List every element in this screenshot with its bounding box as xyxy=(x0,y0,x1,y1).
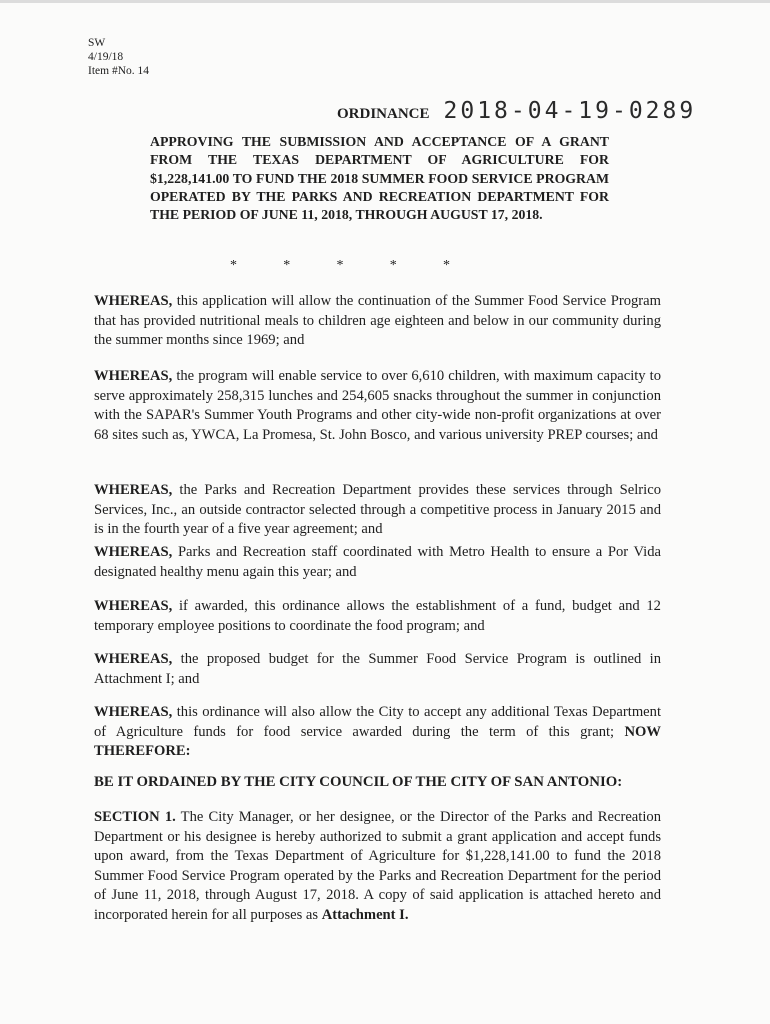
whereas-text: the proposed budget for the Summer Food Service Program is outlined in Attachment I; and xyxy=(94,651,661,687)
section-1 xyxy=(94,808,661,925)
ordinance-line xyxy=(337,98,696,124)
ordained-heading: BE IT ORDAINED BY THE CITY COUNCIL OF THE CITY OF SAN ANTONIO: xyxy=(94,774,623,790)
whereas-lead: WHEREAS, xyxy=(94,704,173,720)
ordinance-number: 2018-04-19-0289 xyxy=(443,98,697,124)
whereas-text: this ordinance will also allow the City to accept any additional Texas Department of Agriculture funds for food service awarded during the term of this grant; xyxy=(94,704,661,740)
header-item: Item #No. 14 xyxy=(88,65,150,77)
whereas-lead: WHEREAS, xyxy=(94,293,173,309)
whereas-paragraph-3 xyxy=(94,481,661,540)
whereas-paragraph-7 xyxy=(94,703,661,762)
ordinance-title: APPROVING THE SUBMISSION AND ACCEPTANCE OF A GRANT FROM THE TEXAS DEPARTMENT OF AGRICULTURE FOR $1,228,141.00 TO FUND THE 2018 SUMMER FOOD SERVICE PROGRAM OPERATED BY THE PARKS AND RECREATION DEPARTMENT FOR THE PERIOD OF JUNE 11, 2018, THROUGH AUGUST 17, 2018. xyxy=(150,134,609,223)
section-1-text: The City Manager, or her designee, or the Director of the Parks and Recreation Department or his designee is hereby authorized to submit a grant application and accept funds upon award, from the Texas Department of Agriculture for $1,228,141.00 to fund the 2018 Summer Food Service Program operated by the Parks and Recreation Department for the period of June 11, 2018, through August 17, 2018. A copy of said application is attached hereto and incorporated herein for all purposes as xyxy=(94,809,661,923)
whereas-paragraph-5 xyxy=(94,597,661,636)
whereas-paragraph-1 xyxy=(94,292,661,351)
whereas-lead: WHEREAS, xyxy=(94,368,173,384)
separator-star: * xyxy=(443,258,450,273)
whereas-lead: WHEREAS, xyxy=(94,651,173,667)
whereas-lead: WHEREAS, xyxy=(94,598,173,614)
attachment-reference: Attachment I. xyxy=(321,906,409,923)
now-therefore: NOW THEREFORE: xyxy=(94,723,661,759)
whereas-text: if awarded, this ordinance allows the establishment of a fund, budget and 12 temporary employee positions to coordinate the food program; and xyxy=(94,598,661,634)
whereas-text: this application will allow the continuation of the Summer Food Service Program that has provided nutritional meals to children age eighteen and below in our community during the summer months since 1969; and xyxy=(94,293,661,348)
whereas-lead: WHEREAS, xyxy=(94,544,173,560)
whereas-paragraph-6 xyxy=(94,650,661,689)
header-date: 4/19/18 xyxy=(88,51,124,63)
separator-star: * xyxy=(230,258,237,273)
whereas-paragraph-2 xyxy=(94,367,661,445)
whereas-text: Parks and Recreation staff coordinated with Metro Health to ensure a Por Vida designated healthy menu again this year; and xyxy=(94,544,662,580)
separator-star: * xyxy=(389,258,397,273)
separator-stars xyxy=(230,258,450,274)
header-block xyxy=(88,36,149,78)
ordinance-label: ORDINANCE xyxy=(337,106,430,122)
whereas-paragraph-4 xyxy=(94,543,661,582)
scan-edge xyxy=(0,0,770,3)
separator-star: * xyxy=(336,258,344,273)
whereas-text: the program will enable service to over 6,610 children, with maximum capacity to serve approximately 258,315 lunches and 254,605 snacks throughout the summer in conjunction with the SAPAR's Summer Youth Programs and other city-wide non-profit organizations at over 68 sites such as, YWCA, La Promesa, St. John Bosco, and various university PREP courses; and xyxy=(94,368,662,443)
whereas-lead: WHEREAS, xyxy=(94,482,173,498)
section-1-lead: SECTION 1. xyxy=(94,809,176,825)
whereas-text: the Parks and Recreation Department provides these services through Selrico Services, Inc., an outside contractor selected through a competitive process in January 2015 and is in the fourth year of a five year agreement; and xyxy=(94,482,661,537)
header-initials: SW xyxy=(88,37,106,49)
separator-star: * xyxy=(283,258,291,273)
